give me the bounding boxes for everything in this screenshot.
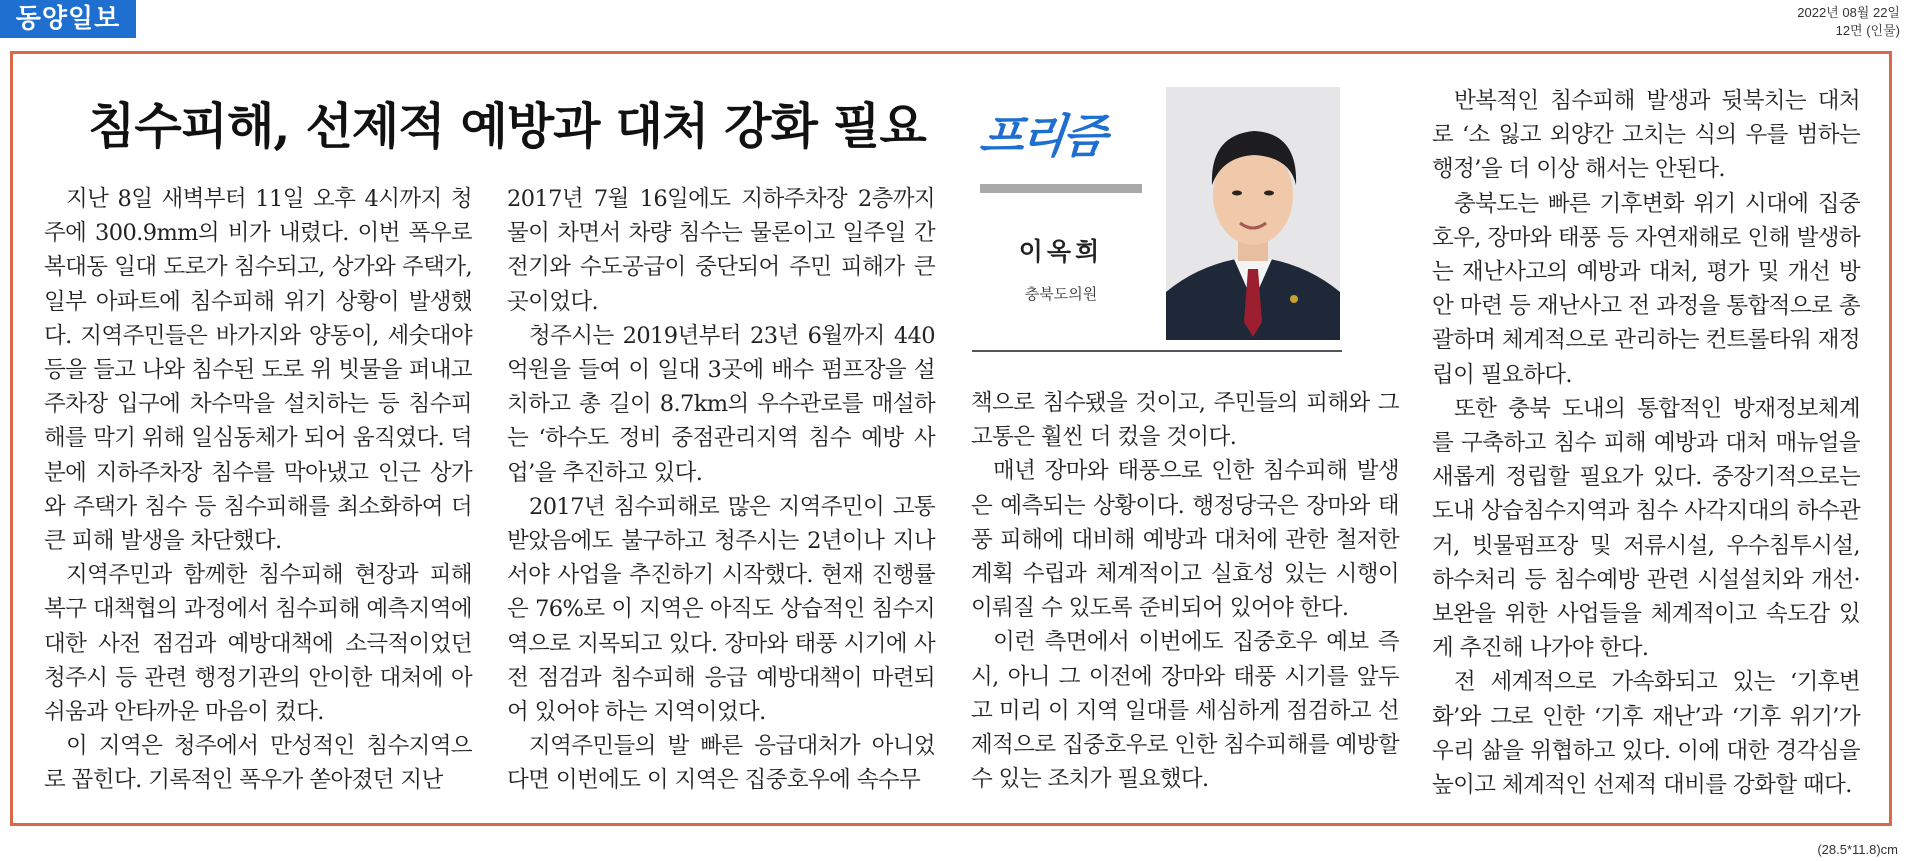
paragraph: 또한 충북 도내의 통합적인 방재정보체계를 구축하고 침수 피해 예방과 대처 매뉴얼을 새롭게 정립할 필요가 있다. 중장기적으로는 도내 상습침수지역과 침수 사각지대의 하수관거, 빗물펌프장 및 저류시설, 우수침투시설, 하수처리 등 침수예방 관련 시설설치와 개선·보완을 위한 사업들을 체계적이고 속도감 있게 추진해 나가야 한다. [1432, 395, 1860, 662]
paragraph: 2017년 7월 16일에도 지하주차장 2층까지 물이 차면서 차량 침수는 물론이고 일주일 간 전기와 수도공급이 중단되어 주민 피해가 큰 곳이었다. [507, 186, 935, 315]
page-number: 12면 (인물) [1835, 23, 1900, 38]
author-photo [1166, 87, 1340, 340]
paragraph: 이런 측면에서 이번에도 집중호우 예보 즉시, 아니 그 이전에 장마와 태풍 시기를 앞두고 미리 이 지역 일대를 세심하게 점검하고 선제적으로 집중호우로 인한 침수피해를 예방할 수 있는 조치가 필요했다. [971, 629, 1399, 793]
author-title: 충북도의원 [1024, 285, 1098, 303]
paragraph: 지난 8일 새벽부터 11일 오후 4시까지 청주에 300.9mm의 비가 내렸다. 이번 폭우로 복대동 일대 도로가 침수되고, 상가와 주택가, 일부 아파트에 침수피해 위기 상황이 발생했다. 지역주민들은 바가지와 양동이, 세숫대야 등을 들고 나와 침수된 도로 위 빗물을 퍼내고 주차장 입구에 차수막을 설치하는 등 침수피해를 막기 위해 일심동체가 되어 움직였다. 덕분에 지하주차장 침수를 막아냈고 인근 상가와 주택가 침수 등 침수피해를 최소화하여 더 큰 피해 발생을 차단했다. [44, 186, 472, 555]
paragraph: 전 세계적으로 가속화되고 있는 ‘기후변화’와 그로 인한 ‘기후 재난’과 ‘기후 위기’가 우리 삶을 위협하고 있다. 이에 대한 경각심을 높이고 체계적인 선제적 대비를 강화할 때다. [1432, 669, 1860, 799]
newspaper-logo: 동양일보 [0, 0, 136, 38]
paragraph: 충북도는 빠른 기후변화 위기 시대에 집중호우, 장마와 태풍 등 자연재해로 인해 발생하는 재난사고의 예방과 대처, 평가 및 개선 방안 마련 등 재난사고 전 과정을 통합적으로 총괄하며 체계적으로 관리하는 컨트롤타워 재정립이 필요하다. [1432, 190, 1860, 388]
portrait-illustration [1166, 87, 1340, 340]
article-column-1 [44, 182, 472, 798]
paragraph: 청주시는 2019년부터 23년 6월까지 440억원을 들여 이 일대 3곳에 배수 펌프장을 설치하고 총 길이 8.7km의 우수관로를 매설하는 ‘하수도 정비 중점관리지역 침수 예방 사업’을 추진하고 있다. [507, 322, 935, 486]
paragraph: 책으로 침수됐을 것이고, 주민들의 피해와 그 고통은 훨씬 더 컸을 것이다. [971, 390, 1399, 451]
paragraph: 이 지역은 청주에서 만성적인 침수지역으로 꼽힌다. 기록적인 폭우가 쏟아졌던 지난 [44, 733, 472, 794]
article-column-4 [1432, 84, 1860, 802]
clipping-size: (28.5*11.8)cm [1817, 842, 1898, 857]
paragraph: 지역주민들의 발 빠른 응급대처가 아니었다면 이번에도 이 지역은 집중호우에 속수무 [507, 733, 935, 794]
column-brand-logo: 프리즘 [976, 110, 1107, 162]
article-column-2 [507, 182, 935, 798]
paragraph: 지역주민과 함께한 침수피해 현장과 피해복구 대책협의 과정에서 침수피해 예측지역에 대한 사전 점검과 예방대책에 소극적이었던 청주시 등 관련 행정기관의 안이한 대처에 아쉬움과 안타까운 마음이 컸다. [44, 562, 472, 726]
column-brand-bar [980, 184, 1142, 193]
paragraph: 2017년 침수피해로 많은 지역주민이 고통받았음에도 불구하고 청주시는 2년이나 지나서야 사업을 추진하기 시작했다. 현재 진행률은 76%로 이 지역은 아직도 상습적인 침수지역으로 지목되고 있다. 장마와 태풍 시기에 사전 점검과 침수피해 응급 예방대책이 마련되어 있어야 하는 지역이었다. [507, 493, 935, 726]
publication-date: 2022년 08월 22일 [1797, 5, 1900, 20]
article-column-3 [971, 386, 1399, 796]
author-box-divider [972, 350, 1342, 352]
article-headline: 침수피해, 선제적 예방과 대처 강화 필요 [88, 97, 926, 155]
paragraph: 반복적인 침수피해 발생과 뒷북치는 대처로 ‘소 잃고 외양간 고치는 식의 우를 범하는 행정’을 더 이상 해서는 안된다. [1432, 88, 1860, 183]
paragraph: 매년 장마와 태풍으로 인한 침수피해 발생은 예측되는 상황이다. 행정당국은 장마와 태풍 피해에 대비해 예방과 대처에 관한 철저한 계획 수립과 체계적이고 실효성 있는 시행이 이뤄질 수 있도록 준비되어 있어야 한다. [971, 458, 1399, 622]
author-name: 이옥희 [1018, 237, 1104, 266]
